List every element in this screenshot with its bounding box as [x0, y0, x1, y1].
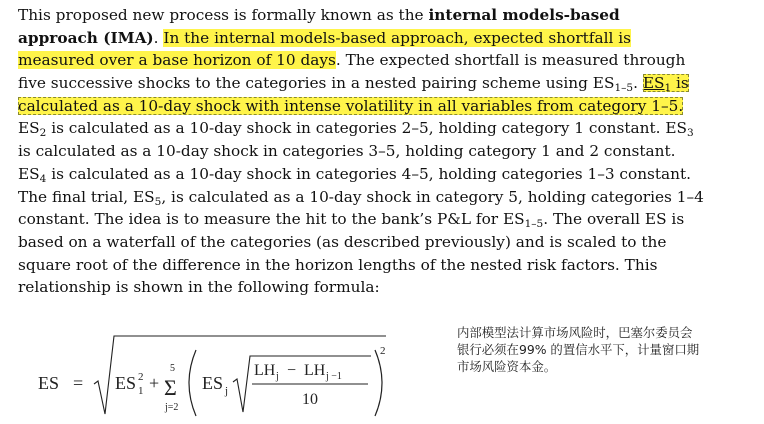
subscript: j	[225, 385, 229, 397]
text-line	[18, 4, 763, 27]
subscript: 5	[154, 195, 162, 208]
text-line	[18, 186, 763, 209]
text-span: five successive shocks to the categories in a nested pairing scheme using ES	[18, 74, 615, 93]
body-paragraph	[18, 4, 763, 299]
text-span: . The overall ES is	[543, 210, 685, 229]
sum-lower-limit: j=2	[165, 402, 179, 413]
superscript: 2	[380, 345, 386, 357]
subscript: 1–5	[524, 218, 544, 231]
text-span: ES	[18, 119, 40, 138]
text-span: This proposed new process is formally known as the	[18, 6, 429, 24]
text-span: is calculated as a 10-day shock in categories 2–5, holding category 1 constant. ES	[46, 119, 688, 138]
text-line	[18, 276, 763, 299]
text-span: ES	[642, 74, 665, 93]
highlighted-text: In the internal models-based approach, expected shortfall is	[163, 28, 631, 47]
denominator: 10	[302, 391, 318, 408]
text-span: constant. The idea is to measure the hit to the bank’s P&L for ES	[18, 210, 525, 229]
formula-term: ES	[115, 373, 137, 393]
sum-sigma: Σ	[164, 375, 177, 400]
text-span: relationship is shown in the following formula:	[18, 278, 380, 297]
subscript: 1	[664, 82, 672, 95]
subscript: j	[276, 371, 279, 382]
text-line	[18, 117, 763, 140]
text-span: is calculated as a 10-day shock in categories 4–5, holding categories 1–3 constant.	[46, 164, 692, 183]
note-line: 市场风险资本金。	[457, 359, 557, 374]
text-span: The final trial, ES	[18, 187, 155, 206]
note-line: 内部模型法计算市场风险时，巴塞尔委员会	[457, 325, 693, 340]
sum-upper-limit: 5	[170, 363, 175, 374]
formula-term: ES	[202, 373, 224, 393]
highlighted-text: calculated as a 10-day shock with intense volatility in all variables from category 1–5.	[18, 96, 684, 115]
text-line	[18, 254, 763, 277]
note-line: 银行必须在99% 的置信水平下，计量窗口期	[457, 342, 700, 357]
subscript: 2	[39, 127, 47, 140]
es-formula	[36, 334, 396, 420]
text-span: is	[671, 74, 689, 93]
numerator-term: LH	[304, 362, 326, 379]
subscript: 4	[39, 172, 47, 185]
numerator-term: LH	[254, 362, 276, 379]
text-line	[18, 27, 763, 50]
highlighted-text: measured over a base horizon of 10 days	[18, 51, 336, 70]
text-line	[18, 72, 763, 95]
text-span: ES	[18, 164, 40, 183]
text-span: is calculated as a 10-day shock in categories 3–5, holding category 1 and 2 constant.	[18, 142, 676, 161]
text-line	[18, 231, 763, 254]
text-line	[18, 95, 763, 118]
formula-equals: =	[73, 373, 84, 393]
text-span: based on a waterfall of the categories (as described previously) and is scaled to the	[18, 232, 667, 251]
left-paren	[189, 350, 196, 416]
subscript: j −1	[326, 371, 342, 382]
right-paren	[375, 350, 382, 416]
numerator-minus: −	[287, 362, 297, 379]
bold-term: internal models-based	[428, 6, 620, 24]
text-span: square root of the difference in the horizon lengths of the nested risk factors. This	[18, 255, 658, 274]
superscript: 2	[138, 371, 144, 383]
text-line	[18, 208, 763, 231]
subscript: 1	[138, 385, 144, 397]
chinese-translation-note	[457, 324, 764, 375]
subscript: 1–5	[614, 82, 634, 95]
text-span: . The expected shortfall is measured through	[335, 51, 686, 70]
text-span: .	[633, 74, 643, 93]
subscript: 3	[687, 127, 694, 140]
highlighted-text	[642, 74, 689, 95]
text-span: , is calculated as a 10-day shock in category 5, holding categories 1–4	[161, 187, 704, 206]
text-line	[18, 49, 763, 72]
bold-term: approach (IMA)	[18, 28, 154, 47]
text-line	[18, 163, 763, 186]
text-line	[18, 140, 763, 163]
formula-plus: +	[149, 373, 160, 393]
text-span: .	[153, 28, 164, 47]
formula-lhs: ES	[38, 373, 60, 393]
